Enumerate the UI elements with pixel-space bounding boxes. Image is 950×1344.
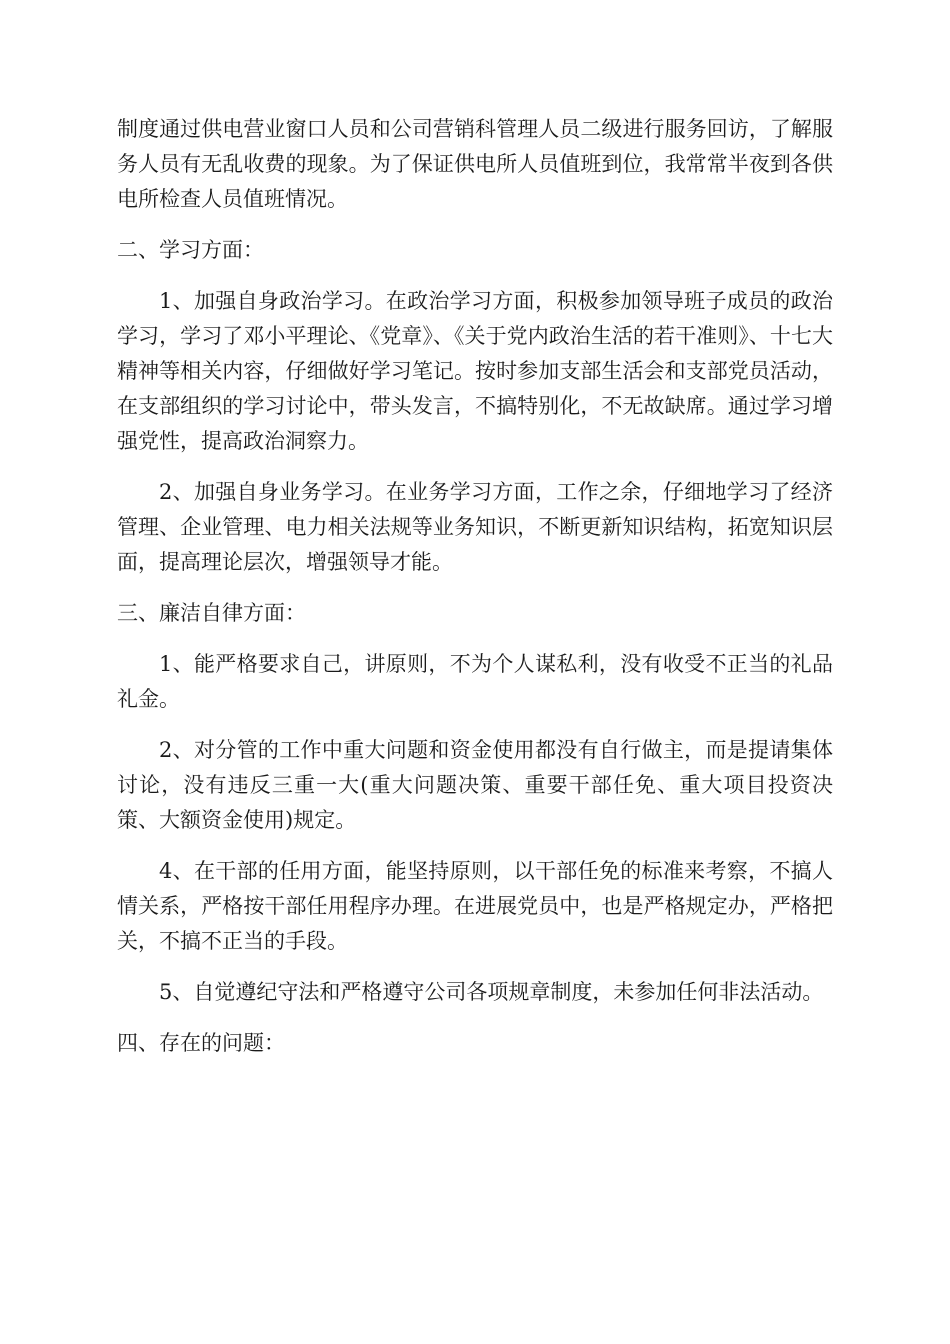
paragraph-political-study: 1、加强自身政治学习。在政治学习方面，积极参加领导班子成员的政治学习，学习了邓小平理论、《党章》、《关于党内政治生活的若干准则》、十七大精神等相关内容，仔细做好学习笔记。按时参加支部生活会和支部党员活动，在支部组织的学习讨论中，带头发言，不搞特别化，不无故缺席。通过学习增强党性，提高政治洞察力。: [117, 289, 833, 453]
document-body: [117, 112, 833, 1077]
paragraph-service-visit: 制度通过供电营业窗口人员和公司营销科管理人员二级进行服务回访，了解服务人员有无乱收费的现象。为了保证供电所人员值班到位，我常常半夜到各供电所检查人员值班情况。: [117, 117, 833, 211]
section-heading-study: 二、学习方面：: [117, 238, 264, 262]
paragraph-integrity-4: 4、在干部的任用方面，能坚持原则，以干部任免的标准来考察，不搞人情关系，严格按干部任用程序办理。在进展党员中，也是严格规定办，严格把关，不搞不正当的手段。: [117, 859, 833, 953]
paragraph-integrity-2: 2、对分管的工作中重大问题和资金使用都没有自行做主，而是提请集体讨论，没有违反三重一大(重大问题决策、重要干部任免、重大项目投资决策、大额资金使用)规定。: [117, 738, 833, 832]
paragraph-integrity-1: 1、能严格要求自己，讲原则，不为个人谋私利，没有收受不正当的礼品礼金。: [117, 652, 833, 711]
paragraph-business-study: 2、加强自身业务学习。在业务学习方面，工作之余，仔细地学习了经济管理、企业管理、电力相关法规等业务知识，不断更新知识结构，拓宽知识层面，提高理论层次，增强领导才能。: [117, 480, 833, 574]
section-heading-integrity: 三、廉洁自律方面：: [117, 601, 306, 625]
section-heading-problems: 四、存在的问题：: [117, 1031, 285, 1055]
paragraph-integrity-5: 5、自觉遵纪守法和严格遵守公司各项规章制度，未参加任何非法活动。: [159, 980, 824, 1004]
